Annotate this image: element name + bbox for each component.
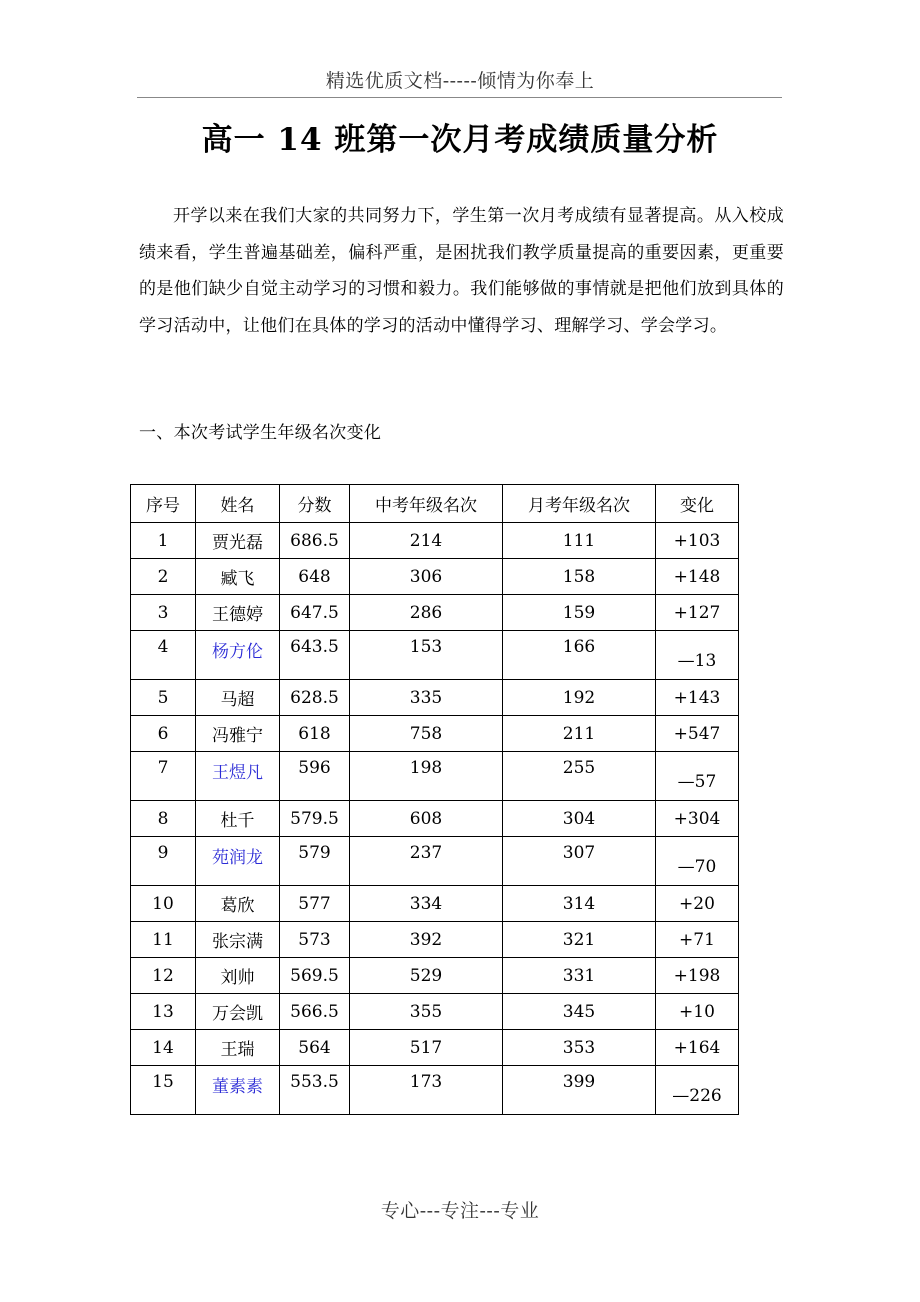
cell-score: 686.5 [280,523,350,559]
cell-change: +127 [656,595,739,631]
cell-monthly-rank: 314 [503,886,656,922]
cell-name: 苑润龙 [196,837,280,886]
cell-score: 579 [280,837,350,886]
cell-zhongkao-rank: 517 [350,1030,503,1066]
cell-name: 董素素 [196,1066,280,1115]
cell-zhongkao-rank: 173 [350,1066,503,1115]
cell-change: +148 [656,559,739,595]
cell-no: 10 [131,886,196,922]
col-header-no: 序号 [131,485,196,523]
table-row [131,752,739,801]
table-row [131,523,739,559]
cell-change: +103 [656,523,739,559]
cell-score: 564 [280,1030,350,1066]
cell-monthly-rank: 166 [503,631,656,680]
cell-zhongkao-rank: 237 [350,837,503,886]
intro-paragraph: 开学以来在我们大家的共同努力下，学生第一次月考成绩有显著提高。从入校成绩来看，学生普遍基础差，偏科严重，是困扰我们教学质量提高的重要因素，更重要的是他们缺少自觉主动学习的习惯和毅力。我们能够做的事情就是把他们放到具体的学习活动中，让他们在具体的学习的活动中懂得学习、理解学习、学会学习。 [139,206,784,336]
cell-score: 643.5 [280,631,350,680]
cell-zhongkao-rank: 214 [350,523,503,559]
cell-monthly-rank: 321 [503,922,656,958]
cell-no: 9 [131,837,196,886]
cell-zhongkao-rank: 286 [350,595,503,631]
cell-zhongkao-rank: 153 [350,631,503,680]
cell-no: 13 [131,994,196,1030]
cell-name: 杜千 [196,801,280,837]
cell-no: 11 [131,922,196,958]
page-header: 精选优质文档-----倾情为你奉上 [325,70,595,92]
cell-score: 553.5 [280,1066,350,1115]
cell-score: 648 [280,559,350,595]
cell-no: 2 [131,559,196,595]
cell-name: 王煜凡 [196,752,280,801]
table-row [131,1066,739,1115]
cell-no: 12 [131,958,196,994]
table-row [131,1030,739,1066]
table-row [131,922,739,958]
cell-no: 15 [131,1066,196,1115]
cell-monthly-rank: 111 [503,523,656,559]
cell-score: 566.5 [280,994,350,1030]
table-row [131,631,739,680]
cell-zhongkao-rank: 334 [350,886,503,922]
cell-zhongkao-rank: 758 [350,716,503,752]
cell-change: +164 [656,1030,739,1066]
cell-zhongkao-rank: 335 [350,680,503,716]
cell-change: —57 [656,752,739,801]
col-header-monthly-rank: 月考年级名次 [503,485,656,523]
cell-name: 杨方伦 [196,631,280,680]
cell-change: +71 [656,922,739,958]
table-body [131,523,739,1115]
cell-zhongkao-rank: 392 [350,922,503,958]
cell-zhongkao-rank: 355 [350,994,503,1030]
table-row [131,716,739,752]
cell-name: 贾光磊 [196,523,280,559]
cell-monthly-rank: 304 [503,801,656,837]
cell-change: +304 [656,801,739,837]
cell-no: 6 [131,716,196,752]
table-row [131,559,739,595]
cell-name: 刘帅 [196,958,280,994]
cell-zhongkao-rank: 529 [350,958,503,994]
cell-no: 7 [131,752,196,801]
cell-score: 579.5 [280,801,350,837]
table-row [131,595,739,631]
cell-monthly-rank: 345 [503,994,656,1030]
cell-monthly-rank: 399 [503,1066,656,1115]
section-heading: 一、本次考试学生年级名次变化 [139,423,382,443]
cell-no: 14 [131,1030,196,1066]
col-header-zhongkao-rank: 中考年级名次 [350,485,503,523]
cell-name: 张宗满 [196,922,280,958]
cell-score: 647.5 [280,595,350,631]
table-header-row [131,485,739,523]
table-row [131,801,739,837]
table-row [131,958,739,994]
cell-monthly-rank: 192 [503,680,656,716]
cell-no: 4 [131,631,196,680]
col-header-change: 变化 [656,485,739,523]
col-header-score: 分数 [280,485,350,523]
cell-name: 臧飞 [196,559,280,595]
cell-no: 8 [131,801,196,837]
header-divider [137,97,782,98]
document-title: 高一 14 班第一次月考成绩质量分析 [201,122,719,158]
cell-name: 万会凯 [196,994,280,1030]
cell-name: 王瑞 [196,1030,280,1066]
table-row [131,994,739,1030]
cell-monthly-rank: 159 [503,595,656,631]
cell-no: 1 [131,523,196,559]
cell-zhongkao-rank: 306 [350,559,503,595]
cell-monthly-rank: 255 [503,752,656,801]
cell-name: 王德婷 [196,595,280,631]
cell-name: 葛欣 [196,886,280,922]
cell-score: 569.5 [280,958,350,994]
cell-change: —226 [656,1066,739,1115]
cell-change: +547 [656,716,739,752]
table-row [131,837,739,886]
cell-change: —70 [656,837,739,886]
rank-change-table [130,484,739,1115]
cell-score: 577 [280,886,350,922]
page-footer: 专心---专注---专业 [380,1200,540,1222]
cell-zhongkao-rank: 608 [350,801,503,837]
cell-name: 冯雅宁 [196,716,280,752]
cell-change: +198 [656,958,739,994]
cell-monthly-rank: 158 [503,559,656,595]
table-row [131,680,739,716]
cell-score: 573 [280,922,350,958]
col-header-name: 姓名 [196,485,280,523]
cell-no: 3 [131,595,196,631]
cell-change: +143 [656,680,739,716]
cell-no: 5 [131,680,196,716]
cell-monthly-rank: 353 [503,1030,656,1066]
cell-score: 618 [280,716,350,752]
table-row [131,886,739,922]
cell-name: 马超 [196,680,280,716]
cell-zhongkao-rank: 198 [350,752,503,801]
cell-monthly-rank: 331 [503,958,656,994]
cell-score: 628.5 [280,680,350,716]
cell-score: 596 [280,752,350,801]
cell-change: —13 [656,631,739,680]
cell-monthly-rank: 307 [503,837,656,886]
cell-change: +10 [656,994,739,1030]
cell-change: +20 [656,886,739,922]
cell-monthly-rank: 211 [503,716,656,752]
